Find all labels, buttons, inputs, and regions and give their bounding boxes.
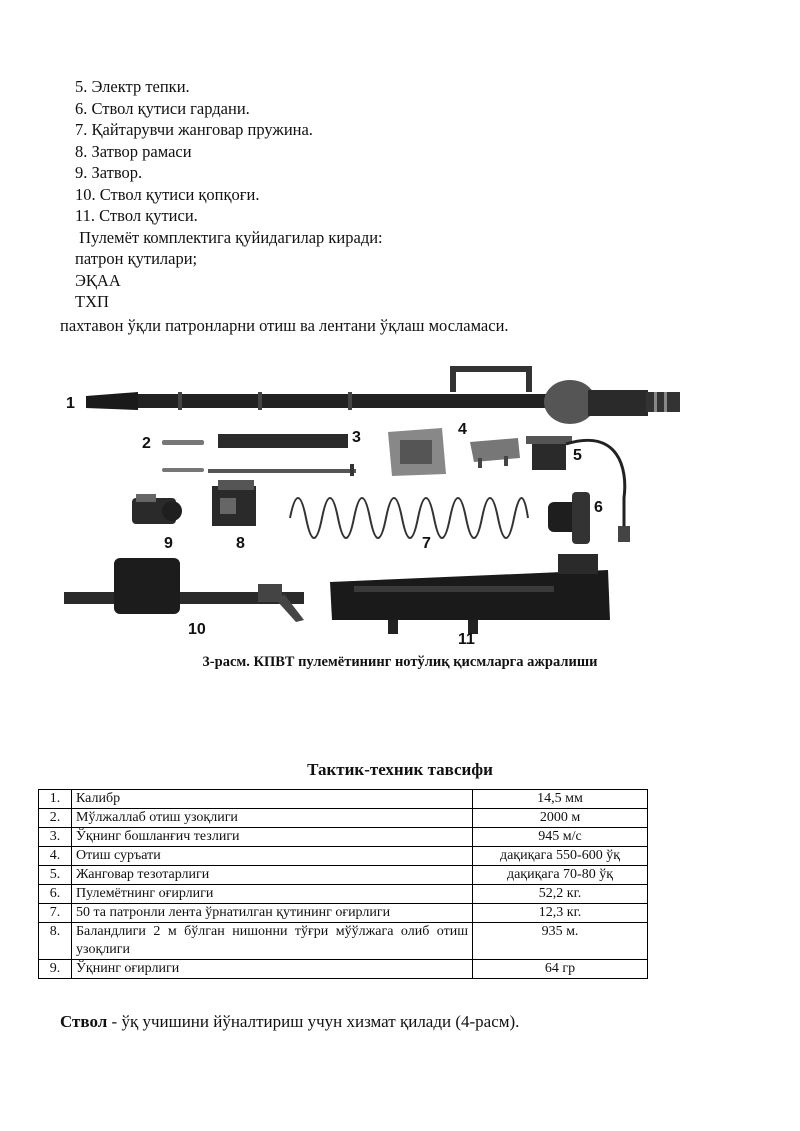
row-number: 7. <box>39 904 72 923</box>
figure-label: 4 <box>458 421 467 438</box>
parameter-value: дақиқага 70-80 ўқ <box>473 866 648 885</box>
receiver-neck-image <box>548 492 590 544</box>
parameter-name: Мўлжаллаб отиш узоқлиги <box>72 809 473 828</box>
receiver-image <box>330 554 610 634</box>
parameter-name: Отиш суръати <box>72 847 473 866</box>
figure-label: 2 <box>142 435 151 452</box>
bolt-image <box>132 494 182 524</box>
pins-image <box>162 440 204 472</box>
term: Ствол <box>60 1012 108 1031</box>
row-number: 9. <box>39 960 72 979</box>
kit-intro: Пулемёт комплектига қуйидагилар киради: <box>75 227 383 247</box>
kit-tail: пахтавон ўқли патронларни отиш ва лентани ўқлаш мосламаси. <box>60 316 509 335</box>
parameter-value: 2000 м <box>473 809 648 828</box>
list-item: 9. Затвор. <box>75 163 143 182</box>
row-number: 2. <box>39 809 72 828</box>
figure-label: 10 <box>188 621 206 638</box>
figure-label: 11 <box>458 631 475 648</box>
table-row <box>39 960 648 979</box>
figure-label: 9 <box>164 535 173 552</box>
figure-label: 5 <box>573 447 582 464</box>
parameter-value: 945 м/с <box>473 828 648 847</box>
list-item: 8. Затвор рамаси <box>75 141 192 161</box>
definition: - ўқ учишини йўналтириш учун хизмат қилади (4-расм). <box>107 1012 520 1031</box>
row-number: 8. <box>39 923 72 960</box>
barrel-image <box>86 366 680 424</box>
table-row <box>39 828 648 847</box>
parameter-name: Калибр <box>72 790 473 809</box>
figure-label: 3 <box>352 429 361 446</box>
bolt-carrier-image <box>212 480 256 526</box>
table-title: Тактик-техник тавсифи <box>307 760 493 779</box>
figure-label: 8 <box>236 535 245 552</box>
parts-list <box>75 76 383 313</box>
row-number: 6. <box>39 885 72 904</box>
parameter-name: Пулемётнинг оғирлиги <box>72 885 473 904</box>
parameter-name: Баландлиги 2 м бўлган нишонни тўғри мўўлжага олиб отиш узоқлиги <box>72 923 473 960</box>
parameter-name: Ўқнинг бошланғич тезлиги <box>72 828 473 847</box>
table-row <box>39 790 648 809</box>
table-row <box>39 885 648 904</box>
parameter-value: 12,3 кг. <box>473 904 648 923</box>
parameter-value: дақиқага 550-600 ўқ <box>473 847 648 866</box>
cover-parts-image <box>388 428 520 476</box>
row-number: 3. <box>39 828 72 847</box>
bar-and-rod-image <box>208 434 356 476</box>
kit-item: ТХП <box>75 292 109 311</box>
list-item: 7. Қайтарувчи жанговар пружина. <box>75 120 313 139</box>
parameter-name: Ўқнинг оғирлиги <box>72 960 473 979</box>
row-number: 5. <box>39 866 72 885</box>
figure-caption: 3-расм. КПВТ пулемётининг нотўлиқ қисмларга ажралиши <box>202 654 598 670</box>
figure-label: 1 <box>66 395 75 412</box>
table-row <box>39 809 648 828</box>
list-item: 10. Ствол қутиси қопқоғи. <box>75 184 260 204</box>
parameter-value: 14,5 мм <box>473 790 648 809</box>
kit-item: патрон қутилари; <box>75 249 198 268</box>
weapon-parts-figure <box>58 358 698 658</box>
figure-label: 7 <box>422 535 431 552</box>
barrel-definition <box>60 1012 519 1032</box>
parameter-name: 50 та патронли лента ўрнатилган қутининг оғирлиги <box>72 904 473 923</box>
parameter-value: 52,2 кг. <box>473 885 648 904</box>
row-number: 4. <box>39 847 72 866</box>
specifications-table <box>38 789 648 979</box>
kit-item: ЭҚАА <box>75 270 121 290</box>
table-row <box>39 847 648 866</box>
row-number: 1. <box>39 790 72 809</box>
parameter-name: Жанговар тезотарлиги <box>72 866 473 885</box>
list-item: 6. Ствол қутиси гардани. <box>75 98 250 118</box>
parameter-value: 935 м. <box>473 923 648 960</box>
list-item: 11. Ствол қутиси. <box>75 206 198 225</box>
list-item: 5. Электр тепки. <box>75 77 190 96</box>
parameter-value: 64 гр <box>473 960 648 979</box>
return-spring-image <box>290 498 528 538</box>
table-row <box>39 904 648 923</box>
table-row <box>39 866 648 885</box>
figure-label: 6 <box>594 499 603 516</box>
receiver-cover-image <box>64 558 304 622</box>
table-row <box>39 923 648 960</box>
